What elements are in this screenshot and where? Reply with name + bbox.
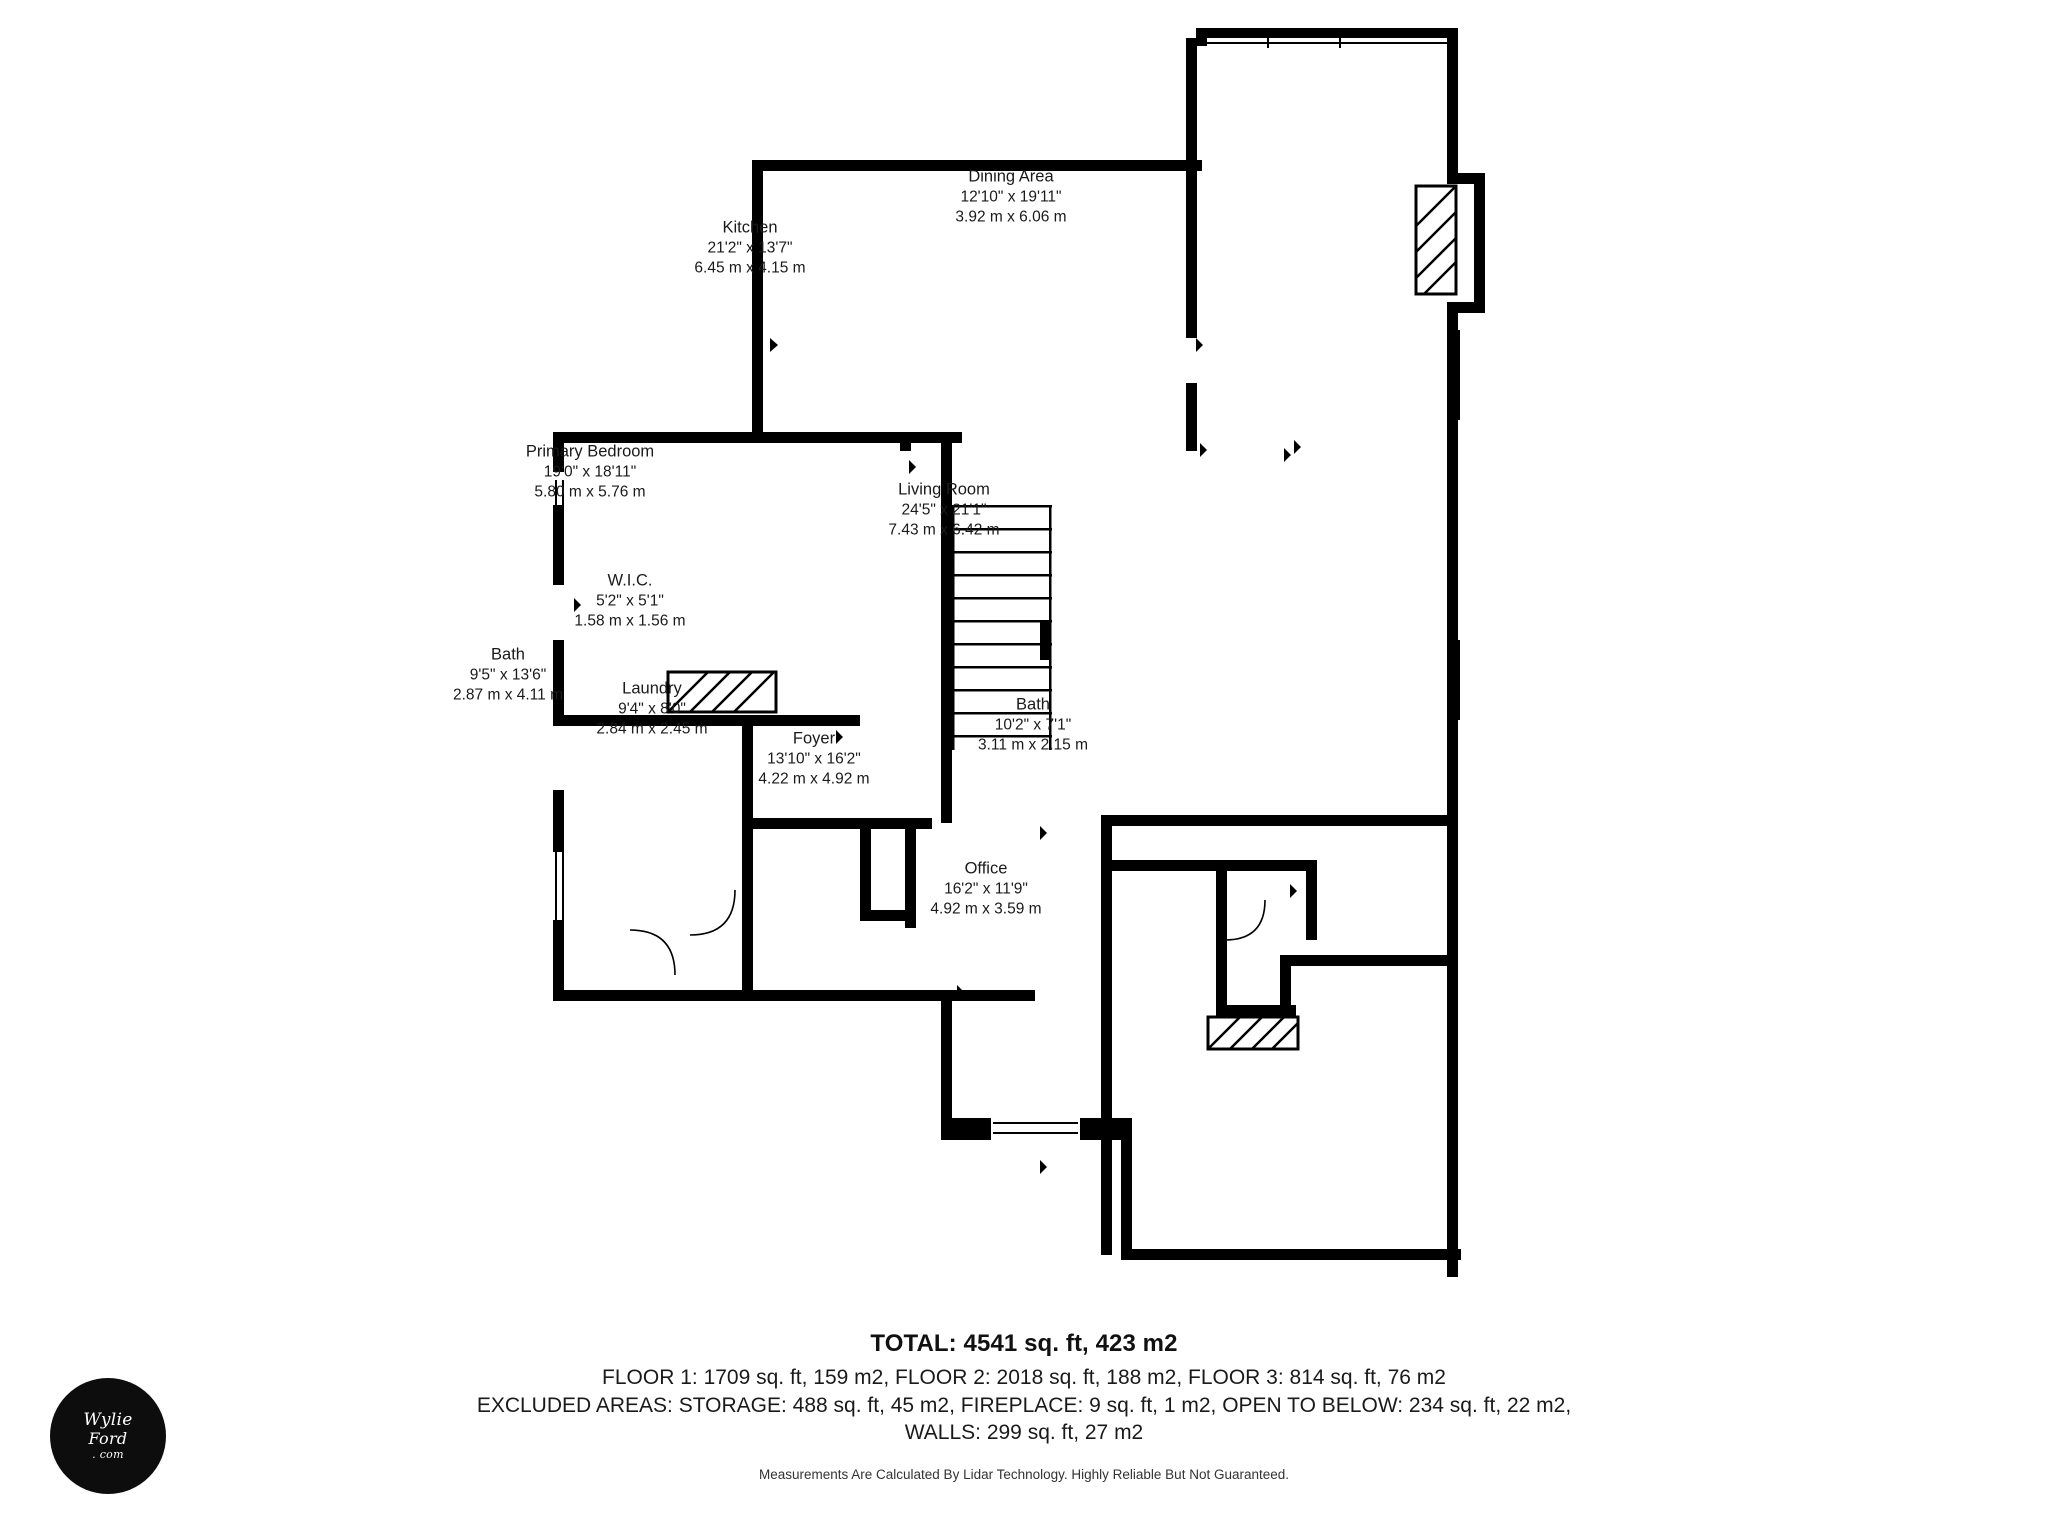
logo-line-2: Ford (88, 1429, 128, 1449)
logo-line-1: Wylie (83, 1409, 133, 1430)
room-dim-imperial: 10'2" x 7'1" (994, 716, 1072, 734)
wall-group (553, 28, 1485, 1277)
logo-text (83, 1411, 132, 1462)
room-name: Office (964, 859, 1008, 878)
room-dim-metric: 2.87 m x 4.11 m (453, 686, 563, 704)
room-dim-metric: 4.22 m x 4.92 m (758, 770, 870, 788)
room-dim-metric: 4.92 m x 3.59 m (930, 900, 1042, 918)
room-name: Kitchen (722, 218, 778, 237)
room-dim-metric: 2.84 m x 2.45 m (596, 720, 708, 738)
room-name: Dining Area (968, 167, 1054, 186)
room-name: Laundry (622, 679, 682, 698)
room-dim-imperial: 5'2" x 5'1" (596, 592, 664, 610)
logo-circle (50, 1378, 166, 1494)
floor-breakdown-line: FLOOR 1: 1709 sq. ft, 159 m2, FLOOR 2: 2018 sq. ft, 188 m2, FLOOR 3: 814 sq. ft, 76 m2 (602, 1366, 1446, 1389)
room-dim-imperial: 19'0" x 18'11" (543, 463, 637, 481)
room-dim-imperial: 9'5" x 13'6" (469, 666, 547, 684)
room-name: Bath (1016, 695, 1050, 714)
room-name: W.I.C. (607, 571, 653, 590)
room-name: Bath (491, 645, 525, 664)
room-name: Primary Bedroom (525, 442, 655, 461)
room-dim-imperial: 12'10" x 19'11" (960, 188, 1062, 206)
room-dim-imperial: 24'5" x 21'1" (901, 501, 987, 519)
room-dim-imperial: 13'10" x 16'2" (767, 750, 861, 768)
room-dim-metric: 7.43 m x 6.42 m (888, 521, 1000, 539)
room-dim-metric: 3.92 m x 6.06 m (955, 208, 1067, 226)
room-name: Living Room (898, 480, 990, 499)
room-dim-metric: 5.80 m x 5.76 m (534, 483, 646, 501)
logo-line-3: . com (92, 1447, 124, 1461)
total-area-line: TOTAL: 4541 sq. ft, 423 m2 (870, 1330, 1178, 1357)
area-summary (0, 1330, 2048, 1482)
measurement-disclaimer: Measurements Are Calculated By Lidar Technology. Highly Reliable But Not Guaranteed. (758, 1467, 1290, 1483)
room-dim-imperial: 9'4" x 8'0" (618, 700, 686, 718)
walls-area-line: WALLS: 299 sq. ft, 27 m2 (904, 1421, 1144, 1445)
room-dim-imperial: 21'2" x 13'7" (707, 239, 793, 257)
room-dim-imperial: 16'2" x 11'9" (944, 880, 1028, 898)
excluded-areas-line: EXCLUDED AREAS: STORAGE: 488 sq. ft, 45 m2, FIREPLACE: 9 sq. ft, 1 m2, OPEN TO BELOW: 234 sq. ft, 22 m2, (476, 1393, 1572, 1417)
room-dim-metric: 6.45 m x 4.15 m (694, 259, 806, 277)
room-dim-metric: 3.11 m x 2.15 m (978, 736, 1088, 754)
brand-logo (50, 1378, 166, 1494)
room-dim-metric: 1.58 m x 1.56 m (574, 612, 686, 630)
room-name: Foyer (792, 729, 836, 748)
